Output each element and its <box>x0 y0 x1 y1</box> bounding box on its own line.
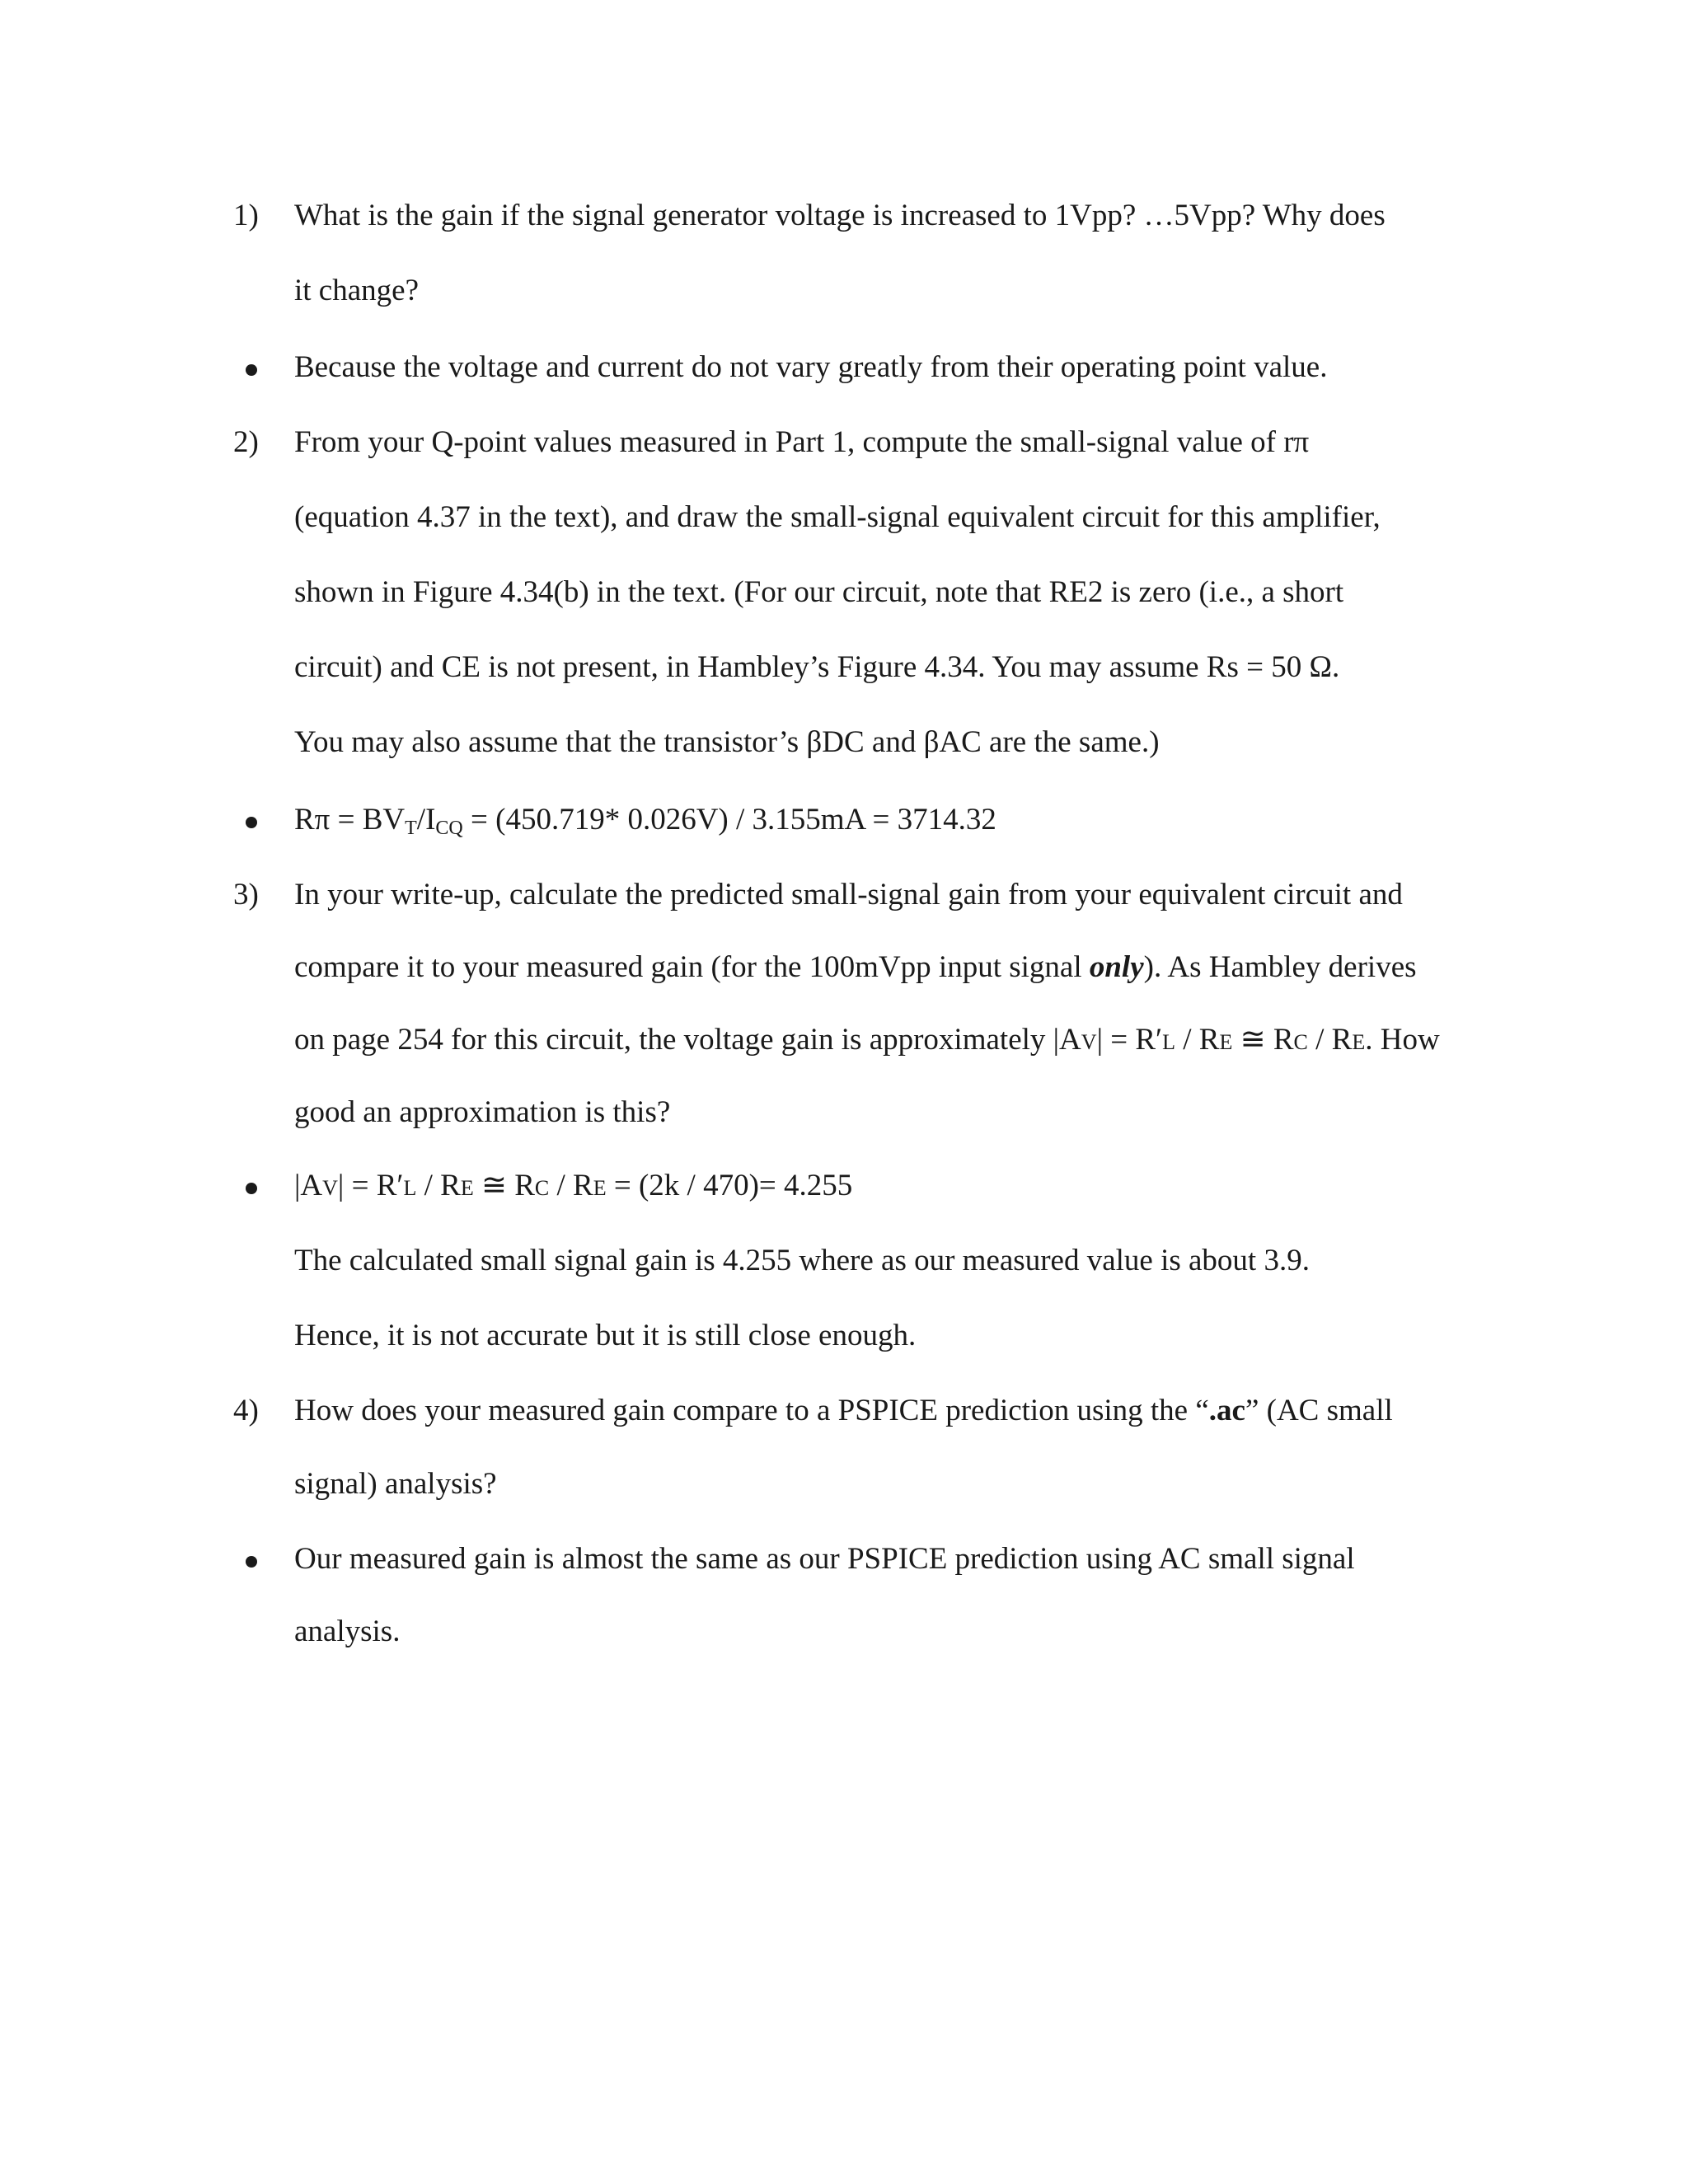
text-part: ” (AC small <box>1245 1394 1393 1427</box>
question-2-line-1: From your Q-point values measured in Part 1, compute the small-signal value of rπ <box>294 425 1310 459</box>
text-part: ≅ R <box>1232 1023 1294 1057</box>
text-part: / R <box>1307 1023 1353 1057</box>
answer-2-formula <box>294 804 996 838</box>
emphasis-text: only <box>1089 950 1144 984</box>
text-part: |A <box>294 1169 323 1202</box>
subscript: C <box>1293 1030 1308 1054</box>
answer-3-formula <box>294 1170 852 1201</box>
question-4-line-1 <box>294 1395 1393 1426</box>
answer-4-line-2: analysis. <box>294 1615 401 1648</box>
text-part: on page 254 for this circuit, the voltage gain is approximately |A <box>294 1023 1081 1057</box>
subscript: V <box>1081 1030 1097 1054</box>
question-2-line-2: (equation 4.37 in the text), and draw the small-signal equivalent circuit for this amplifier, <box>294 500 1381 534</box>
text-part: ). As Hambley derives <box>1143 950 1417 984</box>
subscript: E <box>1352 1030 1366 1054</box>
question-2-line-3: shown in Figure 4.34(b) in the text. (For our circuit, note that RE2 is zero (i.e., a short <box>294 575 1344 609</box>
text-part: | = R′ <box>1096 1023 1163 1057</box>
bullet-icon <box>246 364 257 376</box>
answer-1-line-1: Because the voltage and current do not vary greatly from their operating point value. <box>294 350 1328 384</box>
subscript: V <box>322 1176 338 1200</box>
answer-3-line-3: Hence, it is not accurate but it is still close enough. <box>294 1319 917 1352</box>
text-part: = (2k / 470)= 4.255 <box>606 1169 853 1202</box>
text-part: / R <box>549 1169 593 1202</box>
subscript: E <box>460 1176 474 1200</box>
text-part: How does your measured gain compare to a PSPICE prediction using the “ <box>294 1394 1209 1427</box>
formula-part: Rπ = BV <box>294 803 406 837</box>
subscript: E <box>593 1176 607 1200</box>
subscript: E <box>1219 1030 1233 1054</box>
question-3-line-2 <box>294 952 1417 982</box>
question-4-number: 4) <box>233 1394 259 1427</box>
question-4-line-2: signal) analysis? <box>294 1467 497 1501</box>
text-part: / R <box>416 1169 461 1202</box>
subscript: CQ <box>435 818 463 839</box>
question-2-number: 2) <box>233 425 259 459</box>
bullet-icon <box>246 817 257 828</box>
bullet-icon <box>246 1183 257 1194</box>
formula-part: = (450.719* 0.026V) / 3.155mA = 3714.32 <box>462 803 996 837</box>
bold-text: .ac <box>1208 1394 1245 1427</box>
question-3-line-1: In your write-up, calculate the predicted small-signal gain from your equivalent circuit and <box>294 878 1403 912</box>
question-1-line-2: it change? <box>294 274 419 307</box>
text-part: . How <box>1365 1023 1440 1057</box>
question-3-line-3 <box>294 1024 1440 1055</box>
question-1-line-1: What is the gain if the signal generator voltage is increased to 1Vpp? …5Vpp? Why does <box>294 199 1386 232</box>
question-1-number: 1) <box>233 199 259 232</box>
question-2-line-4: circuit) and CE is not present, in Hambley’s Figure 4.34. You may assume Rs = 50 Ω. <box>294 650 1340 684</box>
text-part: compare it to your measured gain (for the 100mVpp input signal <box>294 950 1090 984</box>
text-part: | = R′ <box>337 1169 404 1202</box>
bullet-icon <box>246 1556 257 1568</box>
question-3-line-4: good an approximation is this? <box>294 1095 671 1129</box>
formula-part: /I <box>416 803 436 837</box>
subscript: L <box>1162 1030 1175 1054</box>
subscript: L <box>403 1176 417 1200</box>
answer-4-line-1: Our measured gain is almost the same as our PSPICE prediction using AC small signal <box>294 1542 1355 1576</box>
subscript: T <box>405 818 417 839</box>
question-3-number: 3) <box>233 878 259 912</box>
answer-3-line-2: The calculated small signal gain is 4.255 where as our measured value is about 3.9. <box>294 1244 1310 1277</box>
subscript: C <box>534 1176 550 1200</box>
text-part: ≅ R <box>473 1169 535 1202</box>
text-part: / R <box>1175 1023 1220 1057</box>
question-2-line-5: You may also assume that the transistor’s βDC and βAC are the same.) <box>294 725 1160 759</box>
